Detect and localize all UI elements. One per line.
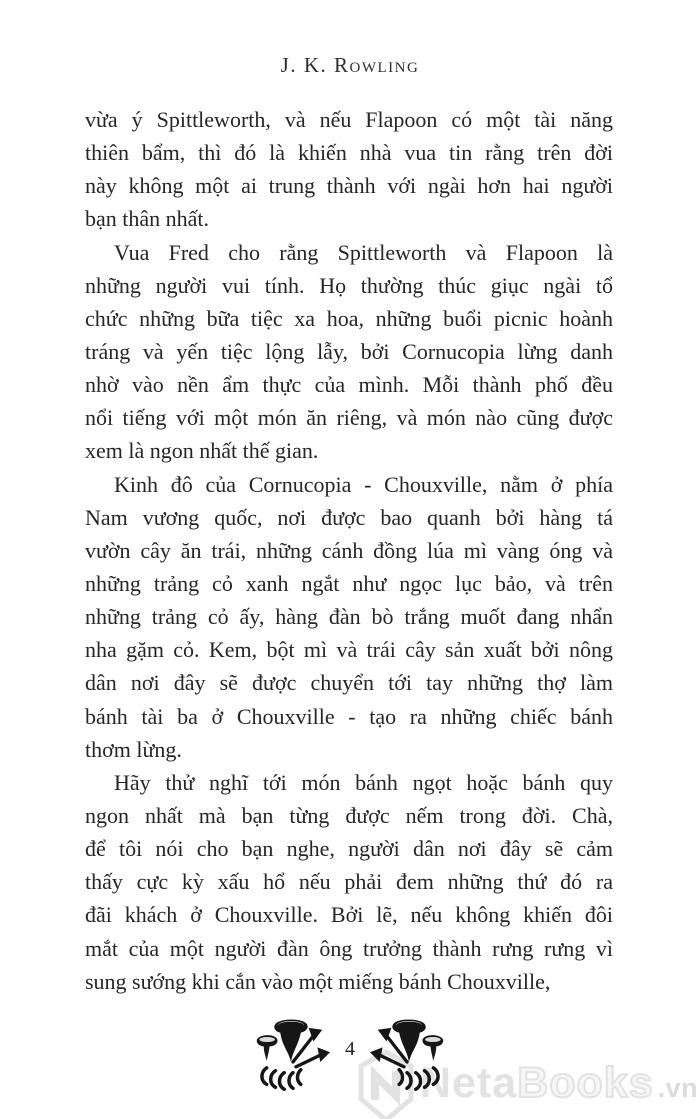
watermark-brand-text: Neta	[420, 1059, 518, 1107]
text-line: nhờ vào nền ẩm thực của mình. Mỗi thành phố đều	[85, 372, 613, 398]
paragraph	[85, 468, 613, 766]
text-line: những người vui tính. Họ thường thúc giục ngài tổ	[85, 272, 613, 298]
page-footer	[0, 1016, 700, 1104]
text-line: những trảng cỏ ấy, hàng đàn bò trắng muốt đang nhẩn	[85, 604, 613, 630]
text-line: thơm lừng.	[85, 736, 182, 762]
trumpet-mushroom-ornament-icon	[254, 1016, 332, 1104]
text-line: nổi tiếng với một món ăn riêng, và món nào cũng được	[85, 405, 613, 431]
text-line: ngon nhất mà bạn từng được nếm trong đời. Chà,	[85, 802, 613, 828]
text-line: dân nơi đây sẽ được chuyển tới tay những thợ làm	[85, 670, 613, 696]
text-line: Vua Fred cho rằng Spittleworth và Flapoon là	[114, 239, 613, 265]
author-header: J. K. Rowling	[280, 53, 420, 77]
text-line: Hãy thử nghĩ tới món bánh ngọt hoặc bánh quy	[114, 769, 613, 795]
text-line: tráng và yến tiệc lộng lẫy, bởi Cornucopia lừng danh	[85, 338, 613, 364]
text-line: vườn cây ăn trái, những cánh đồng lúa mì vàng óng và	[85, 537, 613, 563]
watermark-domain-suffix: .vn	[657, 1073, 699, 1103]
text-line: Nam vương quốc, nơi được bao quanh bởi hàng tá	[85, 504, 613, 530]
text-line: này không một ai trung thành với ngài hơn hai người	[85, 173, 613, 199]
text-line: thấy cực kỳ xấu hổ nếu phải đem những thứ đó ra	[85, 869, 613, 895]
text-line: mắt của một người đàn ông trưởng thành rưng rưng vì	[85, 935, 613, 961]
text-line: nha gặm cỏ. Kem, bột mì và trái cây sản xuất bởi nông	[85, 637, 613, 663]
page-number: 4	[345, 1038, 355, 1060]
text-line: vừa ý Spittleworth, và nếu Flapoon có một tài năng	[85, 107, 613, 132]
text-line: sung sướng khi cắn vào một miếng bánh Chouxville,	[85, 968, 551, 994]
text-line: bánh tài ba ở Chouxville - tạo ra những chiếc bánh	[85, 703, 613, 729]
paragraph	[85, 236, 613, 468]
text-line: xem là ngon nhất thế gian.	[85, 438, 319, 464]
text-line: Kinh đô của Cornucopia - Chouxville, nằm ở phía	[114, 471, 613, 497]
body-text	[85, 103, 613, 998]
paragraph	[85, 103, 613, 236]
paragraph	[85, 766, 613, 998]
trumpet-mushroom-ornament-icon	[368, 1016, 446, 1104]
text-line: thiên bẩm, thì đó là khiến nhà vua tin rằng trên đời	[85, 140, 613, 166]
text-line: những trảng cỏ xanh ngắt như ngọc lục bảo, và trên	[85, 570, 613, 596]
watermark-brand-text: Books	[517, 1059, 654, 1107]
text-line: để tôi nói cho bạn nghe, người dân nơi đây sẽ cảm	[85, 836, 613, 862]
text-line: bạn thân nhất.	[85, 206, 210, 232]
text-line: chức những bữa tiệc xa hoa, những buổi picnic hoành	[85, 305, 613, 331]
text-line: đãi khách ở Chouxville. Bởi lẽ, nếu không khiến đôi	[85, 902, 613, 928]
